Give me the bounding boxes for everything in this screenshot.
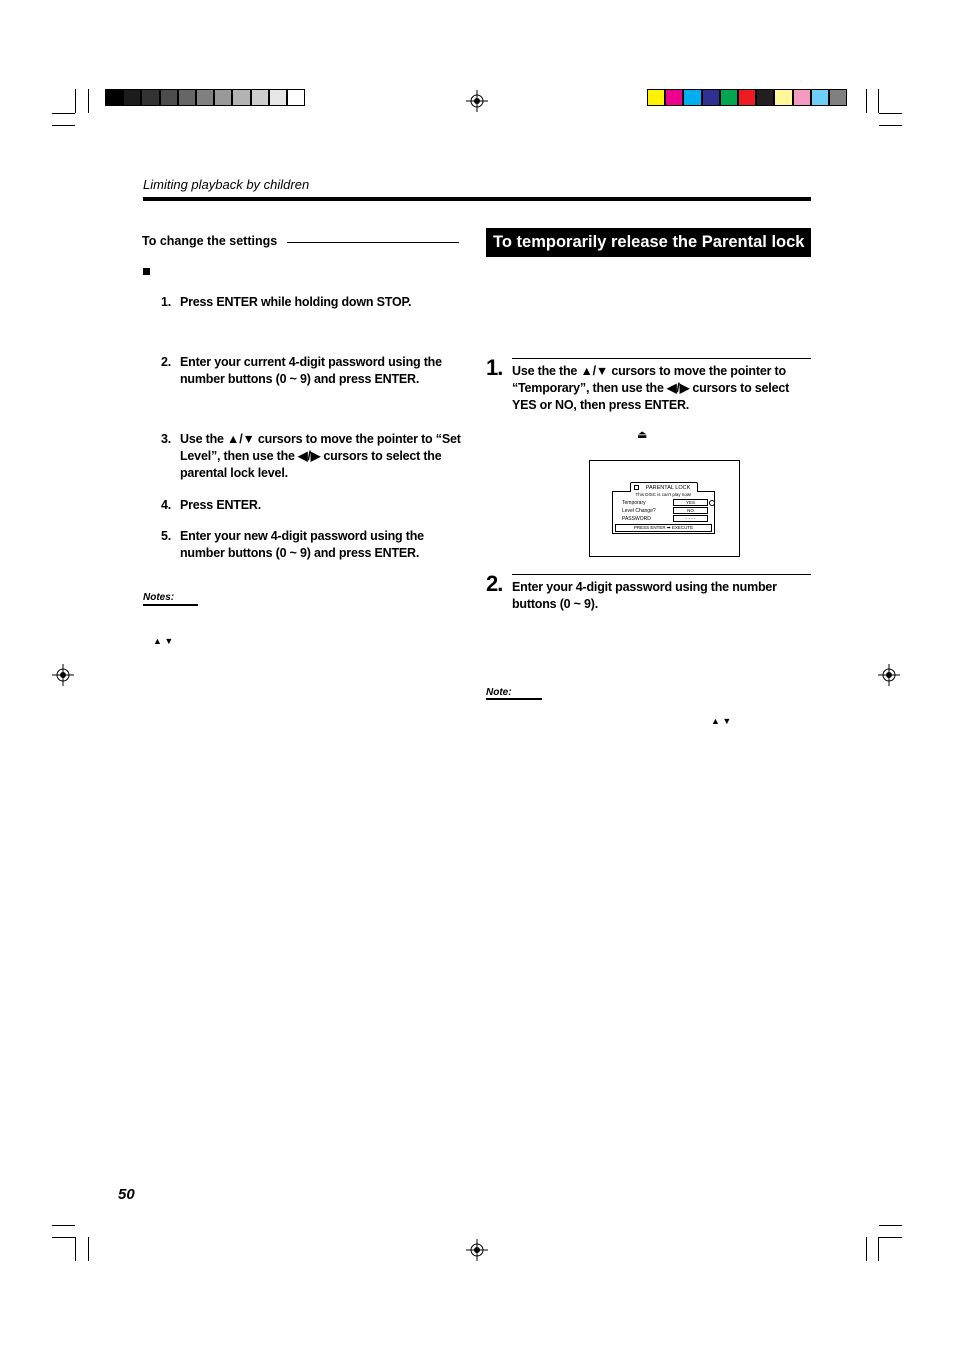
color-swatch [720, 89, 738, 106]
crop-mark [879, 1237, 902, 1238]
step-text: Enter your new 4-digit password using the number buttons (0 ~ 9) and press ENTER. [180, 529, 424, 560]
step-number: 3. [161, 432, 172, 446]
color-swatch [178, 89, 196, 106]
color-swatch [269, 89, 287, 106]
running-title: Limiting playback by children [143, 177, 310, 192]
osd-row-value: YES [673, 499, 708, 506]
step-number: 1. [161, 295, 172, 309]
step-text: Press ENTER. [180, 498, 261, 512]
step-2-number: 2. [486, 571, 503, 596]
color-swatch [287, 89, 305, 106]
crop-mark [879, 113, 902, 114]
step-2-text: Enter your 4-digit password using the number buttons (0 ~ 9). [512, 580, 777, 611]
osd-title-tab [630, 482, 698, 492]
crop-mark [866, 89, 867, 113]
crop-mark [52, 113, 75, 114]
notes-label: Notes: [143, 592, 175, 603]
color-swatch [196, 89, 214, 106]
registration-mark-icon [52, 664, 74, 686]
osd-row-value: - - - - [673, 515, 708, 522]
section-title: To temporarily release the Parental lock [486, 228, 811, 257]
lock-icon [634, 485, 639, 490]
color-swatch [232, 89, 250, 106]
osd-message: This DISC is can't play now! [635, 492, 692, 497]
crop-mark [878, 89, 879, 113]
up-down-arrows-icon: ▲ ▼ [711, 716, 732, 726]
step-1-number: 1. [486, 355, 503, 380]
color-swatch [141, 89, 159, 106]
crop-mark [879, 1225, 902, 1226]
step-rule [512, 574, 811, 575]
step-number: 2. [161, 355, 172, 369]
crop-mark [88, 1237, 89, 1261]
registration-mark-icon [878, 664, 900, 686]
color-swatch [214, 89, 232, 106]
step-1-text: Use the the ▲/▼ cursors to move the pointer to “Temporary”, then use the ◀/▶ cursors to select YES or NO, then press ENTER. [512, 364, 790, 412]
header-rule [143, 197, 811, 201]
crop-mark [75, 1237, 76, 1261]
color-swatch [702, 89, 720, 106]
color-swatch [683, 89, 701, 106]
color-swatch [251, 89, 269, 106]
section-heading: To change the settings [142, 234, 278, 248]
osd-row-label: Level Change? [622, 508, 656, 514]
pointer-icon [709, 500, 715, 506]
up-down-arrows-icon: ▲ ▼ [153, 636, 174, 646]
square-bullet-icon [143, 268, 150, 275]
step-rule [512, 358, 811, 359]
step-text: Press ENTER while holding down STOP. [180, 295, 412, 309]
osd-illustration [589, 460, 740, 557]
crop-mark [52, 1225, 75, 1226]
crop-mark [88, 89, 89, 113]
osd-row-label: Temporary [622, 500, 646, 506]
color-swatch [829, 89, 847, 106]
osd-row-label: PASSWORD [622, 516, 651, 522]
color-swatch [793, 89, 811, 106]
color-swatch [160, 89, 178, 106]
crop-mark [52, 125, 75, 126]
note-label: Note: [486, 687, 512, 698]
color-swatch [756, 89, 774, 106]
color-swatch [811, 89, 829, 106]
color-swatch [738, 89, 756, 106]
color-swatch [105, 89, 123, 106]
step-number: 5. [161, 529, 172, 543]
color-swatch [647, 89, 665, 106]
registration-mark-icon [466, 1239, 488, 1261]
step-text: Use the ▲/▼ cursors to move the pointer to “Set Level”, then use the ◀/▶ cursors to select the parental lock level. [180, 432, 461, 480]
registration-mark-icon [466, 90, 488, 112]
crop-mark [879, 125, 902, 126]
notes-rule [143, 604, 198, 606]
crop-mark [52, 1237, 75, 1238]
eject-icon: ⏏ [637, 429, 648, 441]
osd-footer: PRESS ENTER ➡ EXECUTE [615, 524, 712, 532]
step-text: Enter your current 4-digit password using the number buttons (0 ~ 9) and press ENTER. [180, 355, 442, 386]
crop-mark [866, 1237, 867, 1261]
color-swatch [774, 89, 792, 106]
osd-row-value: NO [673, 507, 708, 514]
crop-mark [75, 89, 76, 113]
osd-title: PARENTAL LOCK [645, 485, 691, 491]
page-number: 50 [118, 1186, 135, 1203]
heading-rule [287, 242, 459, 243]
step-number: 4. [161, 498, 172, 512]
color-swatch [123, 89, 141, 106]
crop-mark [878, 1237, 879, 1261]
color-swatch [665, 89, 683, 106]
note-rule [486, 698, 542, 700]
